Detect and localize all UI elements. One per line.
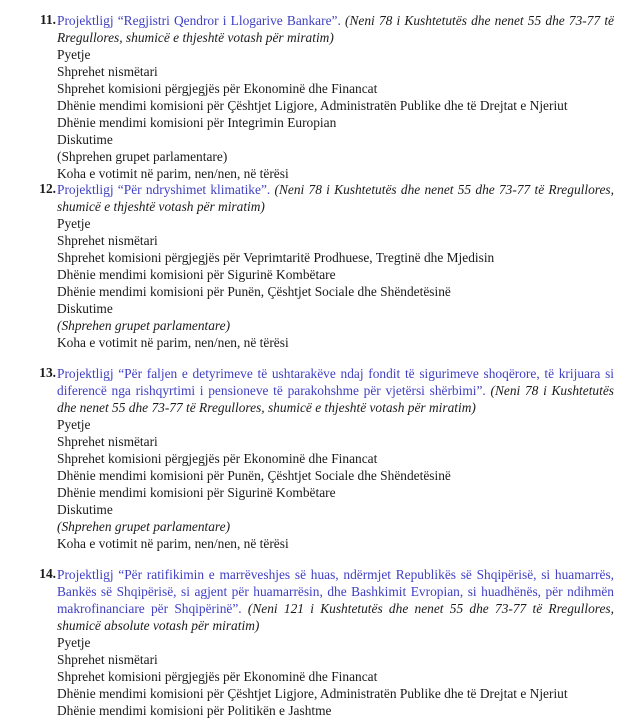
- procedure-step: Dhënie mendimi komisioni për Punën, Çështjet Sociale dhe Shëndetësinë: [57, 284, 451, 299]
- procedure-step: Pyetje: [57, 47, 91, 62]
- item-heading: [57, 181, 614, 215]
- procedure-step: Shprehet komisioni përgjegjës për Veprimtaritë Prodhuese, Tregtinë dhe Mjedisin: [57, 250, 495, 265]
- agenda-item-11: [34, 12, 614, 182]
- agenda-item-12: [34, 181, 614, 351]
- procedure-step: Diskutime: [57, 502, 113, 517]
- item-number: 12.: [39, 181, 56, 196]
- agenda-item-14: [34, 566, 614, 719]
- procedure-step: Diskutime: [57, 301, 113, 316]
- procedure-step: Shprehet nismëtari: [57, 233, 158, 248]
- procedure-step: Shprehet nismëtari: [57, 434, 158, 449]
- item-heading: [57, 566, 614, 634]
- legal-reference: (Neni 121 i Kushtetutës dhe nenet 55 dhe 73-77 të Rregullores, shumicë absolute votash për miratim): [57, 601, 614, 633]
- legal-reference: (Neni 78 i Kushtetutës dhe nenet 55 dhe 73-77 të Rregullores, shumicë e thjeshtë votash për miratim): [57, 182, 614, 214]
- procedure-step: Pyetje: [57, 417, 91, 432]
- procedure-step: Shprehet nismëtari: [57, 652, 158, 667]
- procedure-step: Dhënie mendimi komisioni për Çështjet Ligjore, Administratën Publike dhe të Drejtat e Njeriut: [57, 686, 568, 701]
- bill-title-link[interactable]: Projektligj “Për faljen e detyrimeve të ushtarakëve ndaj fondit të sigurimeve shoqërore, të krijuara si diferencë nga rishqyrtimi i pensioneve të parakohshme për vjetërsi shërbimi”.: [57, 366, 614, 398]
- procedure-step: Shprehet komisioni përgjegjës për Ekonominë dhe Financat: [57, 451, 378, 466]
- agenda-item-13: [34, 365, 614, 552]
- procedure-step: Pyetje: [57, 216, 91, 231]
- procedure-step: Dhënie mendimi komisioni për Punën, Çështjet Sociale dhe Shëndetësinë: [57, 468, 451, 483]
- bill-title-link[interactable]: Projektligj “Regjistri Qendror i Llogarive Bankare”.: [57, 13, 341, 28]
- procedure-steps: [57, 416, 614, 552]
- legal-reference: (Neni 78 i Kushtetutës dhe nenet 55 dhe 73-77 të Rregullores, shumicë e thjeshtë votash për miratim): [57, 383, 614, 415]
- bill-title-link[interactable]: Projektligj “Për ratifikimin e marrëveshjes së huas, ndërmjet Republikës së Shqipërisë, si huamarrës, Bankës së Shqipërisë, si agjent për huamarrësin, dhe Bashkimit Evropian, si huadhënës, për ndihmën makrofinanciare për Shqipërinë”.: [57, 567, 614, 616]
- procedure-step: Koha e votimit në parim, nen/nen, në tërësi: [57, 166, 289, 181]
- procedure-step: Koha e votimit në parim, nen/nen, në tërësi: [57, 335, 289, 350]
- item-heading: [57, 12, 614, 46]
- procedure-step: Shprehet komisioni përgjegjës për Ekonominë dhe Financat: [57, 669, 378, 684]
- procedure-step: Dhënie mendimi komisioni për Çështjet Ligjore, Administratën Publike dhe të Drejtat e Njeriut: [57, 98, 568, 113]
- procedure-step: Diskutime: [57, 132, 113, 147]
- item-number: 14.: [39, 566, 56, 581]
- procedure-step: Pyetje: [57, 635, 91, 650]
- legal-reference: (Neni 78 i Kushtetutës dhe nenet 55 dhe 73-77 të Rregullores, shumicë e thjeshtë votash për miratim): [57, 13, 614, 45]
- procedure-step: Koha e votimit në parim, nen/nen, në tërësi: [57, 536, 289, 551]
- item-number: 13.: [39, 365, 56, 380]
- procedure-step: (Shprehen grupet parlamentare): [57, 318, 231, 333]
- procedure-steps: [57, 215, 614, 351]
- procedure-steps: [57, 46, 614, 182]
- procedure-step: (Shprehen grupet parlamentare): [57, 149, 228, 164]
- procedure-steps: [57, 634, 614, 719]
- procedure-step: Dhënie mendimi komisioni për Integrimin Europian: [57, 115, 337, 130]
- procedure-step: Dhënie mendimi komisioni për Sigurinë Kombëtare: [57, 267, 336, 282]
- procedure-step: Dhënie mendimi komisioni për Politikën e Jashtme: [57, 703, 332, 718]
- item-heading: [57, 365, 614, 416]
- procedure-step: (Shprehen grupet parlamentare): [57, 519, 231, 534]
- item-number: 11.: [40, 12, 56, 27]
- procedure-step: Shprehet nismëtari: [57, 64, 158, 79]
- procedure-step: Dhënie mendimi komisioni për Sigurinë Kombëtare: [57, 485, 336, 500]
- procedure-step: Shprehet komisioni përgjegjës për Ekonominë dhe Financat: [57, 81, 378, 96]
- bill-title-link[interactable]: Projektligj “Për ndryshimet klimatike”.: [57, 182, 271, 197]
